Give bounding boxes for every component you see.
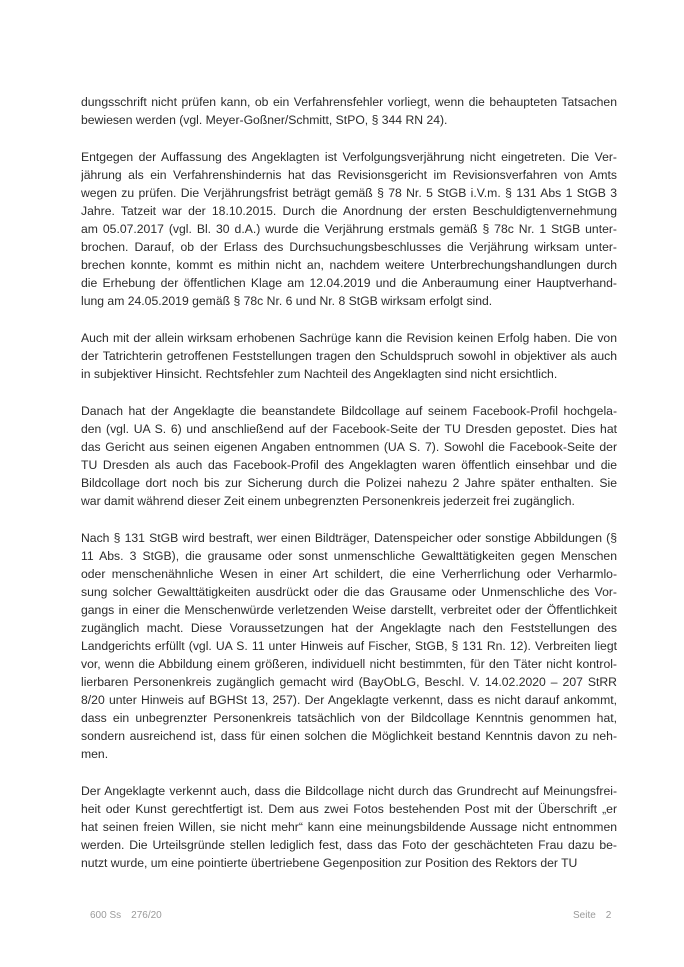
text-line: die Erhebung der öffentlichen Klage am 12.04.2019 und die Anberaumung einer Hauptverhand- — [81, 276, 617, 290]
page-number: 2 — [605, 910, 612, 921]
document-body — [81, 93, 617, 891]
text-line: gangs in einer die Menschenwürde verletzenden Weise darstellt, verbreitet oder der Öffentlichkeit — [81, 603, 617, 617]
text-line: Danach hat der Angeklagte die beanstandete Bildcollage auf seinem Facebook-Profil hochgela- — [81, 404, 617, 418]
text-line: zugänglich macht. Diese Voraussetzungen hat der Angeklagte nach den Feststellungen des — [81, 621, 617, 635]
text-line: lierbaren Personenkreis zugänglich gemacht wird (BayObLG, Beschl. V. 14.02.2020 – 207 StRR — [81, 675, 617, 689]
text-line: das Gericht aus seinen eigenen Angaben entnommen (UA S. 7). Sowohl die Facebook-Seite der — [81, 440, 617, 454]
paragraph — [81, 148, 617, 310]
text-line: lung am 24.05.2019 gemäß § 78c Nr. 6 und Nr. 8 StGB wirksam erfolgt sind. — [81, 294, 493, 308]
text-line: brochen. Darauf, ob der Erlass des Durchsuchungsbeschlusses die Verjährung wirksam unter- — [81, 240, 617, 254]
footer-case-reference — [90, 910, 162, 921]
text-line: men. — [81, 747, 109, 761]
paragraph — [81, 329, 617, 383]
text-line: 8/20 unter Hinweis auf BGHSt 13, 257). Der Angeklagte verkennt, dass es nicht darauf ankommt, — [81, 693, 617, 707]
paragraph — [81, 782, 617, 872]
text-line: den (vgl. UA S. 6) und anschließend auf der Facebook-Seite der TU Dresden gepostet. Dies hat — [81, 422, 617, 436]
text-line: der Tatrichterin getroffenen Feststellungen tragen den Schuldspruch sowohl in objektiver als auch — [81, 349, 617, 363]
text-line: heit oder Kunst gerechtfertigt ist. Dem aus zwei Fotos bestehenden Post mit der Überschrift „er — [81, 802, 617, 816]
text-line: werden. Die Urteilsgründe stellen lediglich fest, dass das Foto der geschächteten Frau dazu be- — [81, 838, 617, 852]
text-line: brechen konnte, kommt es mithin nicht an, nachdem weitere Unterbrechungshandlungen durch — [81, 258, 617, 272]
text-line: sung solcher Gewalttätigkeiten ausdrückt oder die das Grausame oder Unmenschliche des Vor- — [81, 585, 617, 599]
page-label: Seite — [573, 910, 596, 921]
text-line: dass ein unbegrenzter Personenkreis tatsächlich von der Bildcollage Kenntnis genommen hat, — [81, 711, 617, 725]
text-line: wegen zu prüfen. Die Verjährungsfrist beträgt gemäß § 78 Nr. 5 StGB i.V.m. § 131 Abs 1 StGB 3 — [81, 186, 617, 200]
case-prefix: 600 Ss — [90, 910, 122, 921]
text-line: jährung als ein Verfahrenshindernis hat das Revisionsgericht im Revisionsverfahren von Amts — [81, 168, 617, 182]
text-line: sondern ausreichend ist, dass für einen solchen die Möglichkeit bestand Kenntnis davon zu neh- — [81, 729, 617, 743]
text-line: Jahre. Tatzeit war der 18.10.2015. Durch die Anordnung der ersten Beschuldigtenvernehmung — [81, 204, 617, 218]
text-line: oder menschenähnliche Wesen in einer Art schildert, die eine Verherrlichung oder Verharmlo- — [81, 567, 617, 581]
text-line: Bildcollage dort noch bis zur Sicherung durch die Polizei nahezu 2 Jahre später enthalten. Sie — [81, 476, 617, 490]
text-line: nutzt wurde, um eine pointierte übertriebene Gegenposition zur Position des Rektors der TU — [81, 856, 578, 870]
text-line: bewiesen werden (vgl. Meyer-Goßner/Schmitt, StPO, § 344 RN 24). — [81, 113, 448, 127]
text-line: Der Angeklagte verkennt auch, dass die Bildcollage nicht durch das Grundrecht auf Meinungsfrei- — [81, 784, 617, 798]
text-line: am 05.07.2017 (vgl. Bl. 30 d.A.) wurde die Verjährung erstmals gemäß § 78c Nr. 1 StGB unter- — [81, 222, 617, 236]
text-line: in subjektiver Hinsicht. Rechtsfehler zum Nachteil des Angeklagten sind nicht ersichtlich. — [81, 367, 558, 381]
text-line: Nach § 131 StGB wird bestraft, wer einen Bildträger, Datenspeicher oder sonstige Abbildungen (§ — [81, 531, 617, 545]
text-line: Auch mit der allein wirksam erhobenen Sachrüge kann die Revision keinen Erfolg haben. Die von — [81, 331, 617, 345]
text-line: 11 Abs. 3 StGB), die grausame oder sonst unmenschliche Gewalttätigkeiten gegen Menschen — [81, 549, 617, 563]
paragraph — [81, 402, 617, 510]
paragraph — [81, 93, 617, 129]
case-number: 276/20 — [131, 910, 162, 921]
text-line: hat seinen freien Willen, sie nicht mehr“ kann eine meinungsbildende Aussage nicht entnommen — [81, 820, 617, 834]
text-line: TU Dresden als auch das Facebook-Profil des Angeklagten waren öffentlich einsehbar und die — [81, 458, 617, 472]
text-line: Entgegen der Auffassung des Angeklagten ist Verfolgungsverjährung nicht eingetreten. Die Ver- — [81, 150, 617, 164]
text-line: vor, wenn die Abbildung einem größeren, individuell nicht bestimmten, für den Täter nicht kontrol- — [81, 657, 617, 671]
text-line: dungsschrift nicht prüfen kann, ob ein Verfahrensfehler vorliegt, wenn die behaupteten Tatsachen — [81, 95, 617, 109]
text-line: Landgerichts erfüllt (vgl. UA S. 11 unter Hinweis auf Fischer, StGB, § 131 Rn. 12). Verbreiten liegt — [81, 639, 617, 653]
footer-page-number — [573, 910, 611, 921]
paragraph — [81, 529, 617, 763]
text-line: war damit während dieser Zeit einem unbegrenzten Personenkreis jederzeit frei zugänglich. — [81, 494, 575, 508]
